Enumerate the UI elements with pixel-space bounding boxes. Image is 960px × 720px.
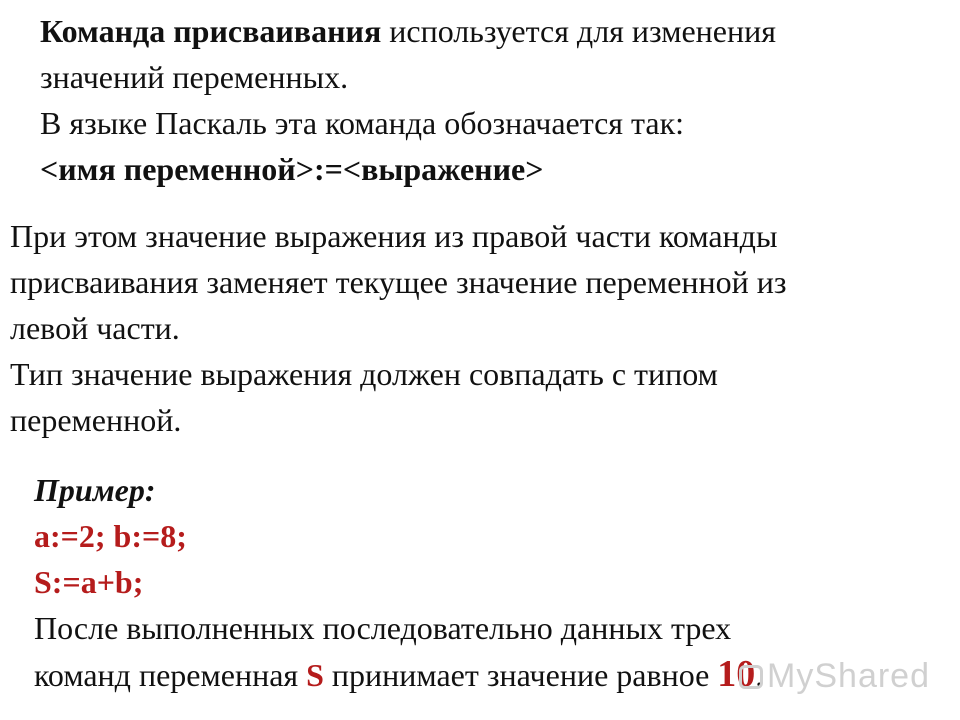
example-text-line-2 [34, 651, 763, 698]
example-block [34, 467, 763, 698]
example-text-mid: принимает значение равное [323, 657, 718, 693]
watermark-icon [739, 665, 763, 689]
explanation-line: присваивания заменяет текущее значение переменной из [10, 264, 787, 300]
example-variable-name: S [306, 657, 324, 693]
example-text-end: . [755, 657, 764, 693]
explanation-line: переменной. [10, 402, 182, 438]
example-heading: Пример: [34, 472, 156, 508]
explanation-block [10, 213, 787, 443]
explanation-line: При этом значение выражения из правой части команды [10, 218, 778, 254]
watermark-logo [739, 657, 930, 696]
syntax-line: <имя переменной>:=<выражение> [40, 151, 544, 187]
example-text-line-1: После выполненных последовательно данных трех [34, 610, 732, 646]
explanation-line: левой части. [10, 310, 180, 346]
explanation-line: Тип значение выражения должен совпадать с типом [10, 356, 718, 392]
example-text-start: команд переменная [34, 657, 307, 693]
definition-text: используется для изменения [381, 13, 776, 49]
example-code-line-1: a:=2; b:=8; [34, 518, 187, 554]
term-bold: Команда присваивания [40, 13, 382, 49]
watermark-text: MyShared [767, 657, 930, 695]
definition-line-2: значений переменных. [40, 59, 349, 95]
definition-line-3: В языке Паскаль эта команда обозначается так: [40, 105, 685, 141]
example-code-line-2: S:=a+b; [34, 564, 144, 600]
example-result-value: 10 [717, 653, 756, 695]
definition-block [40, 8, 776, 192]
definition-line-1 [40, 8, 776, 54]
